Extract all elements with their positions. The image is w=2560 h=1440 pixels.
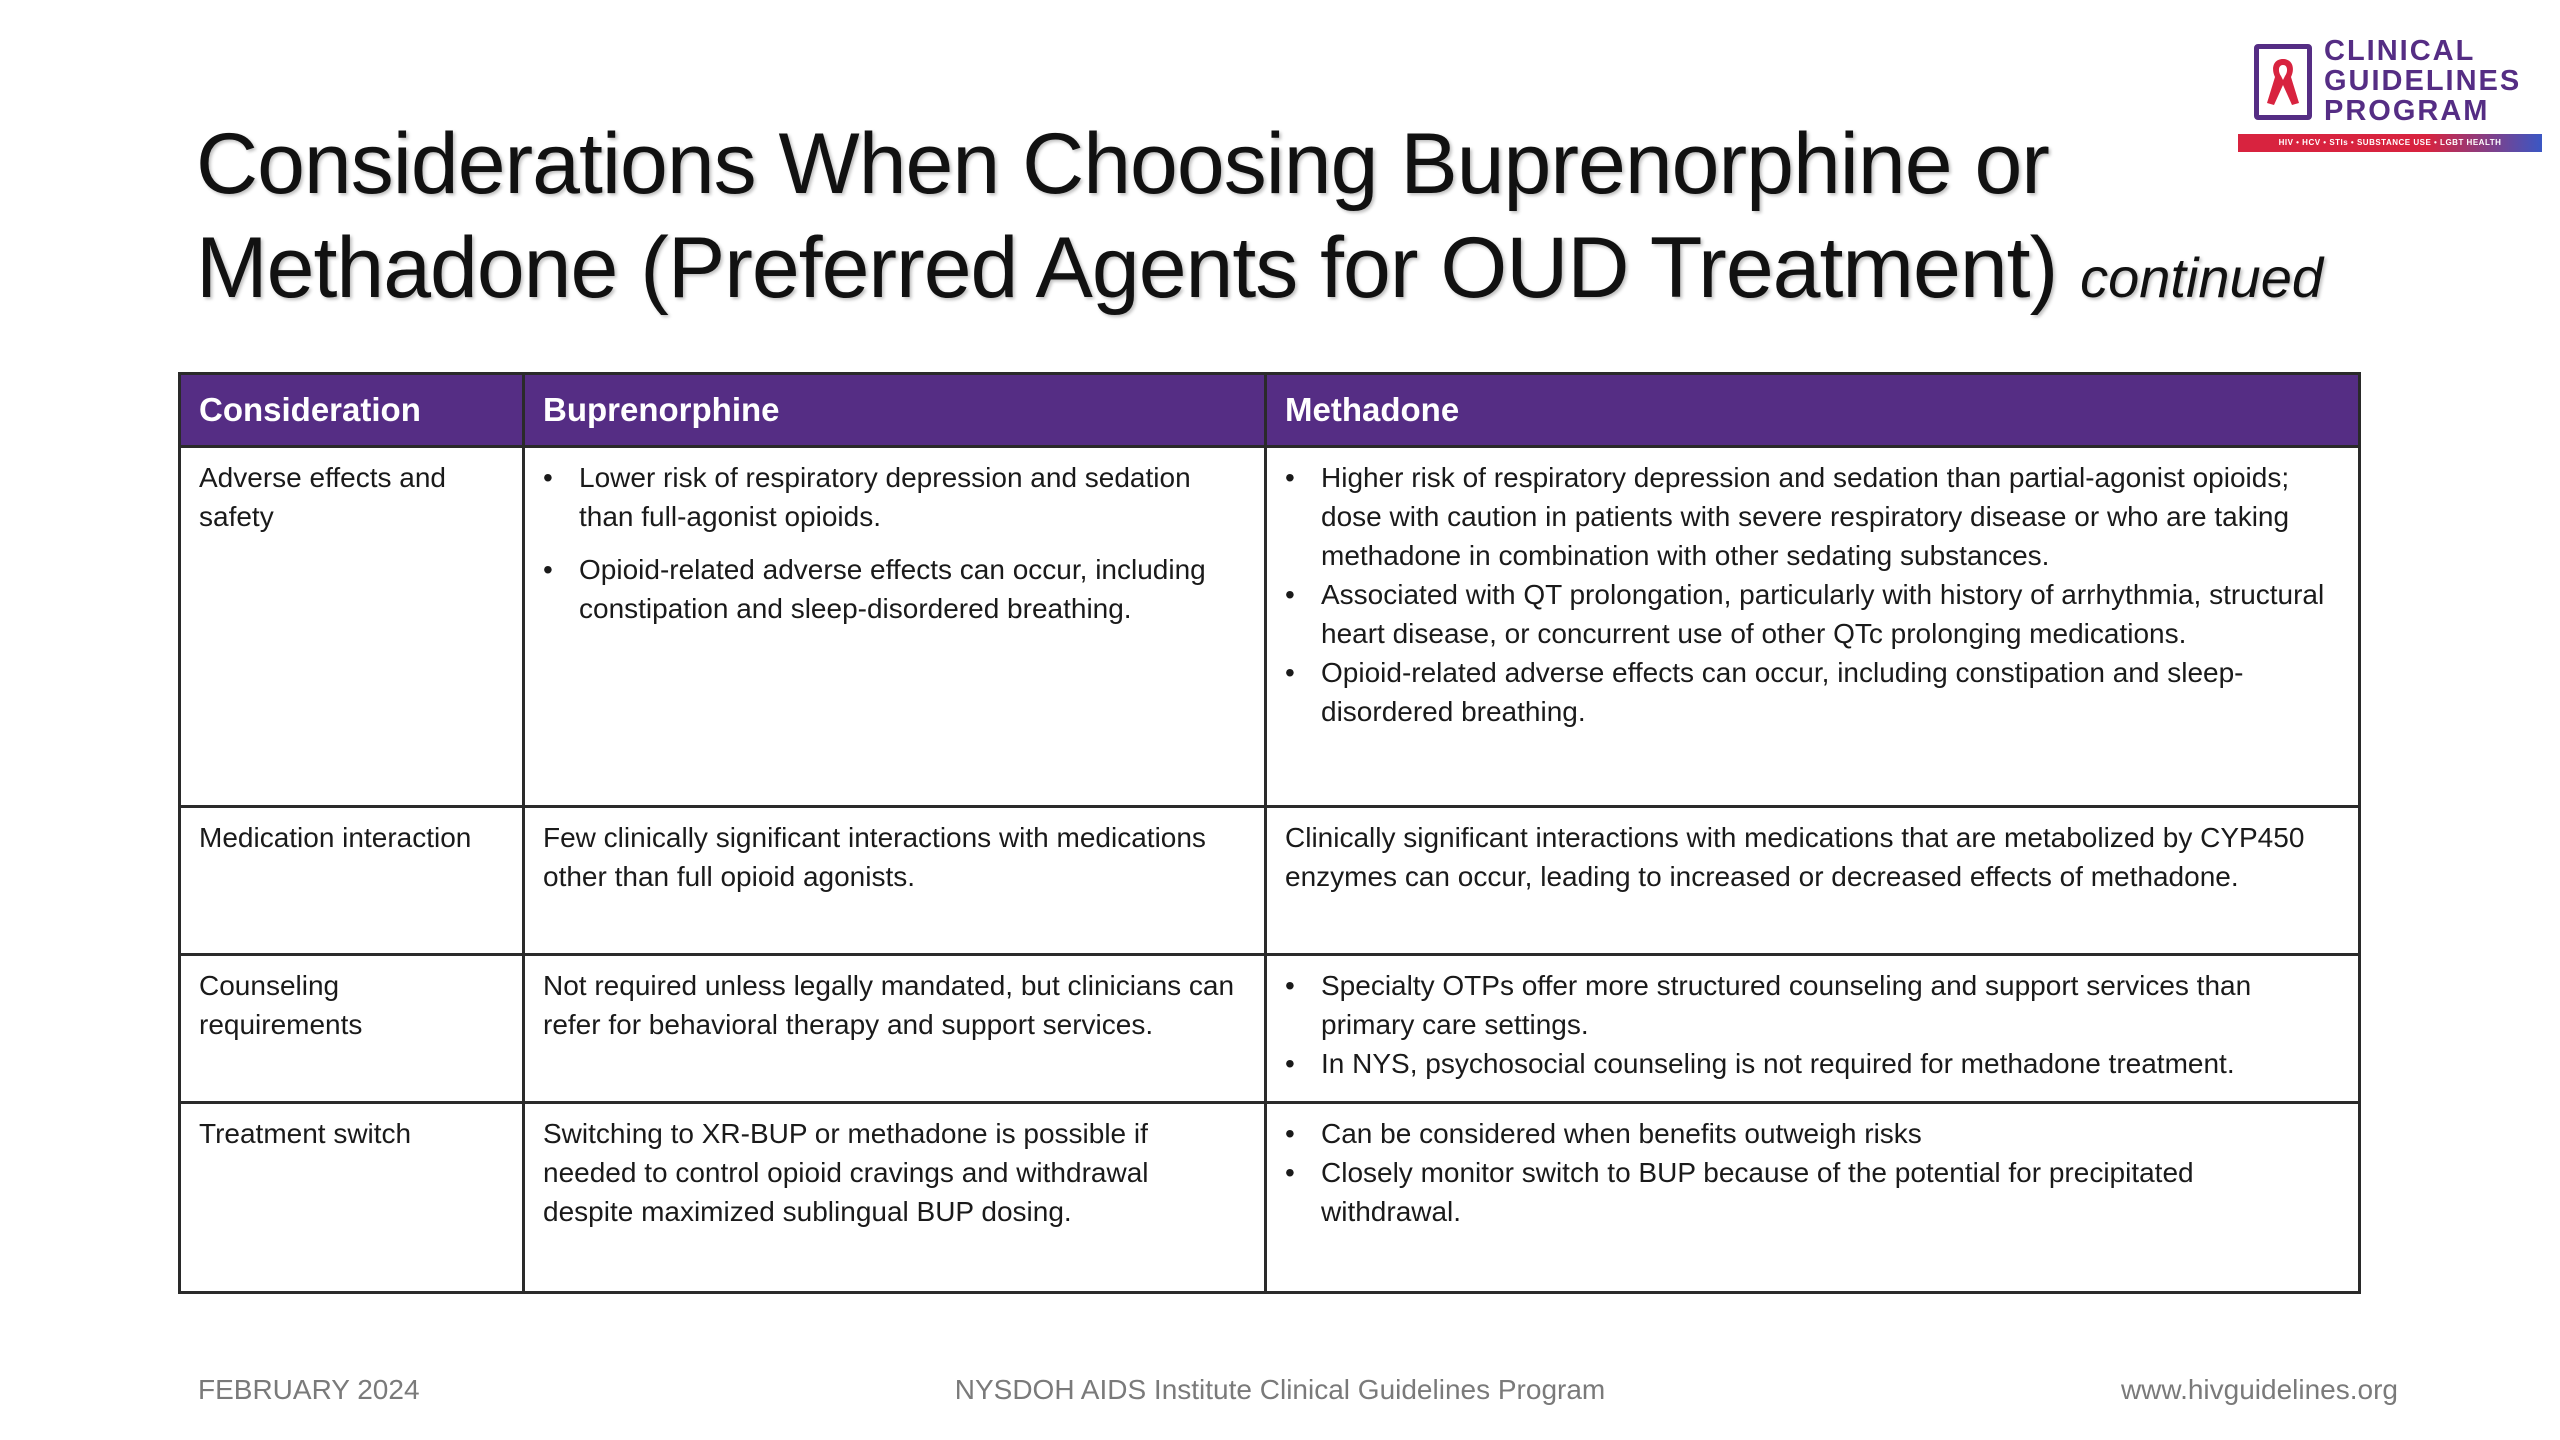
- cell-methadone: [1266, 955, 2360, 1103]
- table-row-medication-interaction: [180, 807, 2360, 955]
- bullet-item: • Can be considered when benefits outweigh risks: [1285, 1114, 2340, 1153]
- bullet-list: [1285, 966, 2340, 1083]
- bullet-list: [1285, 458, 2340, 731]
- bullet-item: • In NYS, psychosocial counseling is not required for methadone treatment.: [1285, 1044, 2340, 1083]
- cell-consideration: Counseling requirements: [180, 955, 524, 1103]
- bullet-item: • Lower risk of respiratory depression and sedation than full-agonist opioids.: [543, 458, 1246, 536]
- cell-methadone: [1266, 1103, 2360, 1293]
- bullet-item: • Higher risk of respiratory depression and sedation than partial-agonist opioids; dose with caution in patients with severe respiratory disease or who are taking methadone in combination with other sedating substances.: [1285, 458, 2340, 575]
- table-row-treatment-switch: [180, 1103, 2360, 1293]
- footer-date: FEBRUARY 2024: [198, 1374, 420, 1405]
- footer-program: NYSDOH AIDS Institute Clinical Guidelines Program: [954, 1374, 1606, 1405]
- cell-methadone: Clinically significant interactions with medications that are metabolized by CYP450 enzymes can occur, leading to increased or decreased effects of methadone.: [1266, 807, 2360, 955]
- title-line-2: [196, 216, 2346, 330]
- title-continued: continued: [2080, 246, 2323, 309]
- cell-consideration: Adverse effects and safety: [180, 447, 524, 807]
- bullet-item: • Opioid-related adverse effects can occur, including constipation and sleep-disordered breathing.: [1285, 653, 2340, 731]
- table-row-counseling: [180, 955, 2360, 1103]
- table-row-adverse-effects: [180, 447, 2360, 807]
- title-line-1: Considerations When Choosing Buprenorphine or: [196, 116, 2049, 212]
- cell-buprenorphine: Switching to XR-BUP or methadone is possible if needed to control opioid cravings and withdrawal despite maximized sublingual BUP dosing.: [524, 1103, 1266, 1293]
- bullet-list: [1285, 1114, 2340, 1231]
- logo-wordmark: [2324, 36, 2521, 126]
- header-buprenorphine: Buprenorphine: [524, 374, 1266, 447]
- logo-frame: [2254, 44, 2312, 120]
- clinical-guidelines-program-logo: [2238, 36, 2542, 162]
- footer-url: www.hivguidelines.org: [2120, 1374, 2398, 1405]
- cell-buprenorphine: Few clinically significant interactions with medications other than full opioid agonists.: [524, 807, 1266, 955]
- logo-line-2: GUIDELINES: [2324, 65, 2522, 97]
- awareness-ribbon-icon: [2263, 55, 2303, 109]
- cell-methadone: [1266, 447, 2360, 807]
- cell-consideration: Medication interaction: [180, 807, 524, 955]
- cell-buprenorphine: [524, 447, 1266, 807]
- header-methadone: Methadone: [1266, 374, 2360, 447]
- logo-line-3: PROGRAM: [2324, 95, 2490, 127]
- bullet-item: • Closely monitor switch to BUP because of the potential for precipitated withdrawal.: [1285, 1153, 2340, 1231]
- header-consideration: Consideration: [180, 374, 524, 447]
- cell-buprenorphine: Not required unless legally mandated, but clinicians can refer for behavioral therapy and support services.: [524, 955, 1266, 1103]
- comparison-table: [178, 372, 2361, 1294]
- bullet-item: • Associated with QT prolongation, particularly with history of arrhythmia, structural heart disease, or concurrent use of other QTc prolonging medications.: [1285, 575, 2340, 653]
- title-line-2-text: Methadone (Preferred Agents for OUD Treatment): [196, 220, 2058, 316]
- bullet-item: • Opioid-related adverse effects can occur, including constipation and sleep-disordered breathing.: [543, 550, 1246, 628]
- logo-tagline-bar: HIV • HCV • STIs • SUBSTANCE USE • LGBT HEALTH: [2238, 134, 2542, 152]
- slide-title: [196, 112, 2346, 330]
- bullet-list: [543, 458, 1246, 628]
- cell-consideration: Treatment switch: [180, 1103, 524, 1293]
- bullet-item: • Specialty OTPs offer more structured counseling and support services than primary care settings.: [1285, 966, 2340, 1044]
- table-header-row: [180, 374, 2360, 447]
- logo-line-1: CLINICAL: [2324, 35, 2476, 67]
